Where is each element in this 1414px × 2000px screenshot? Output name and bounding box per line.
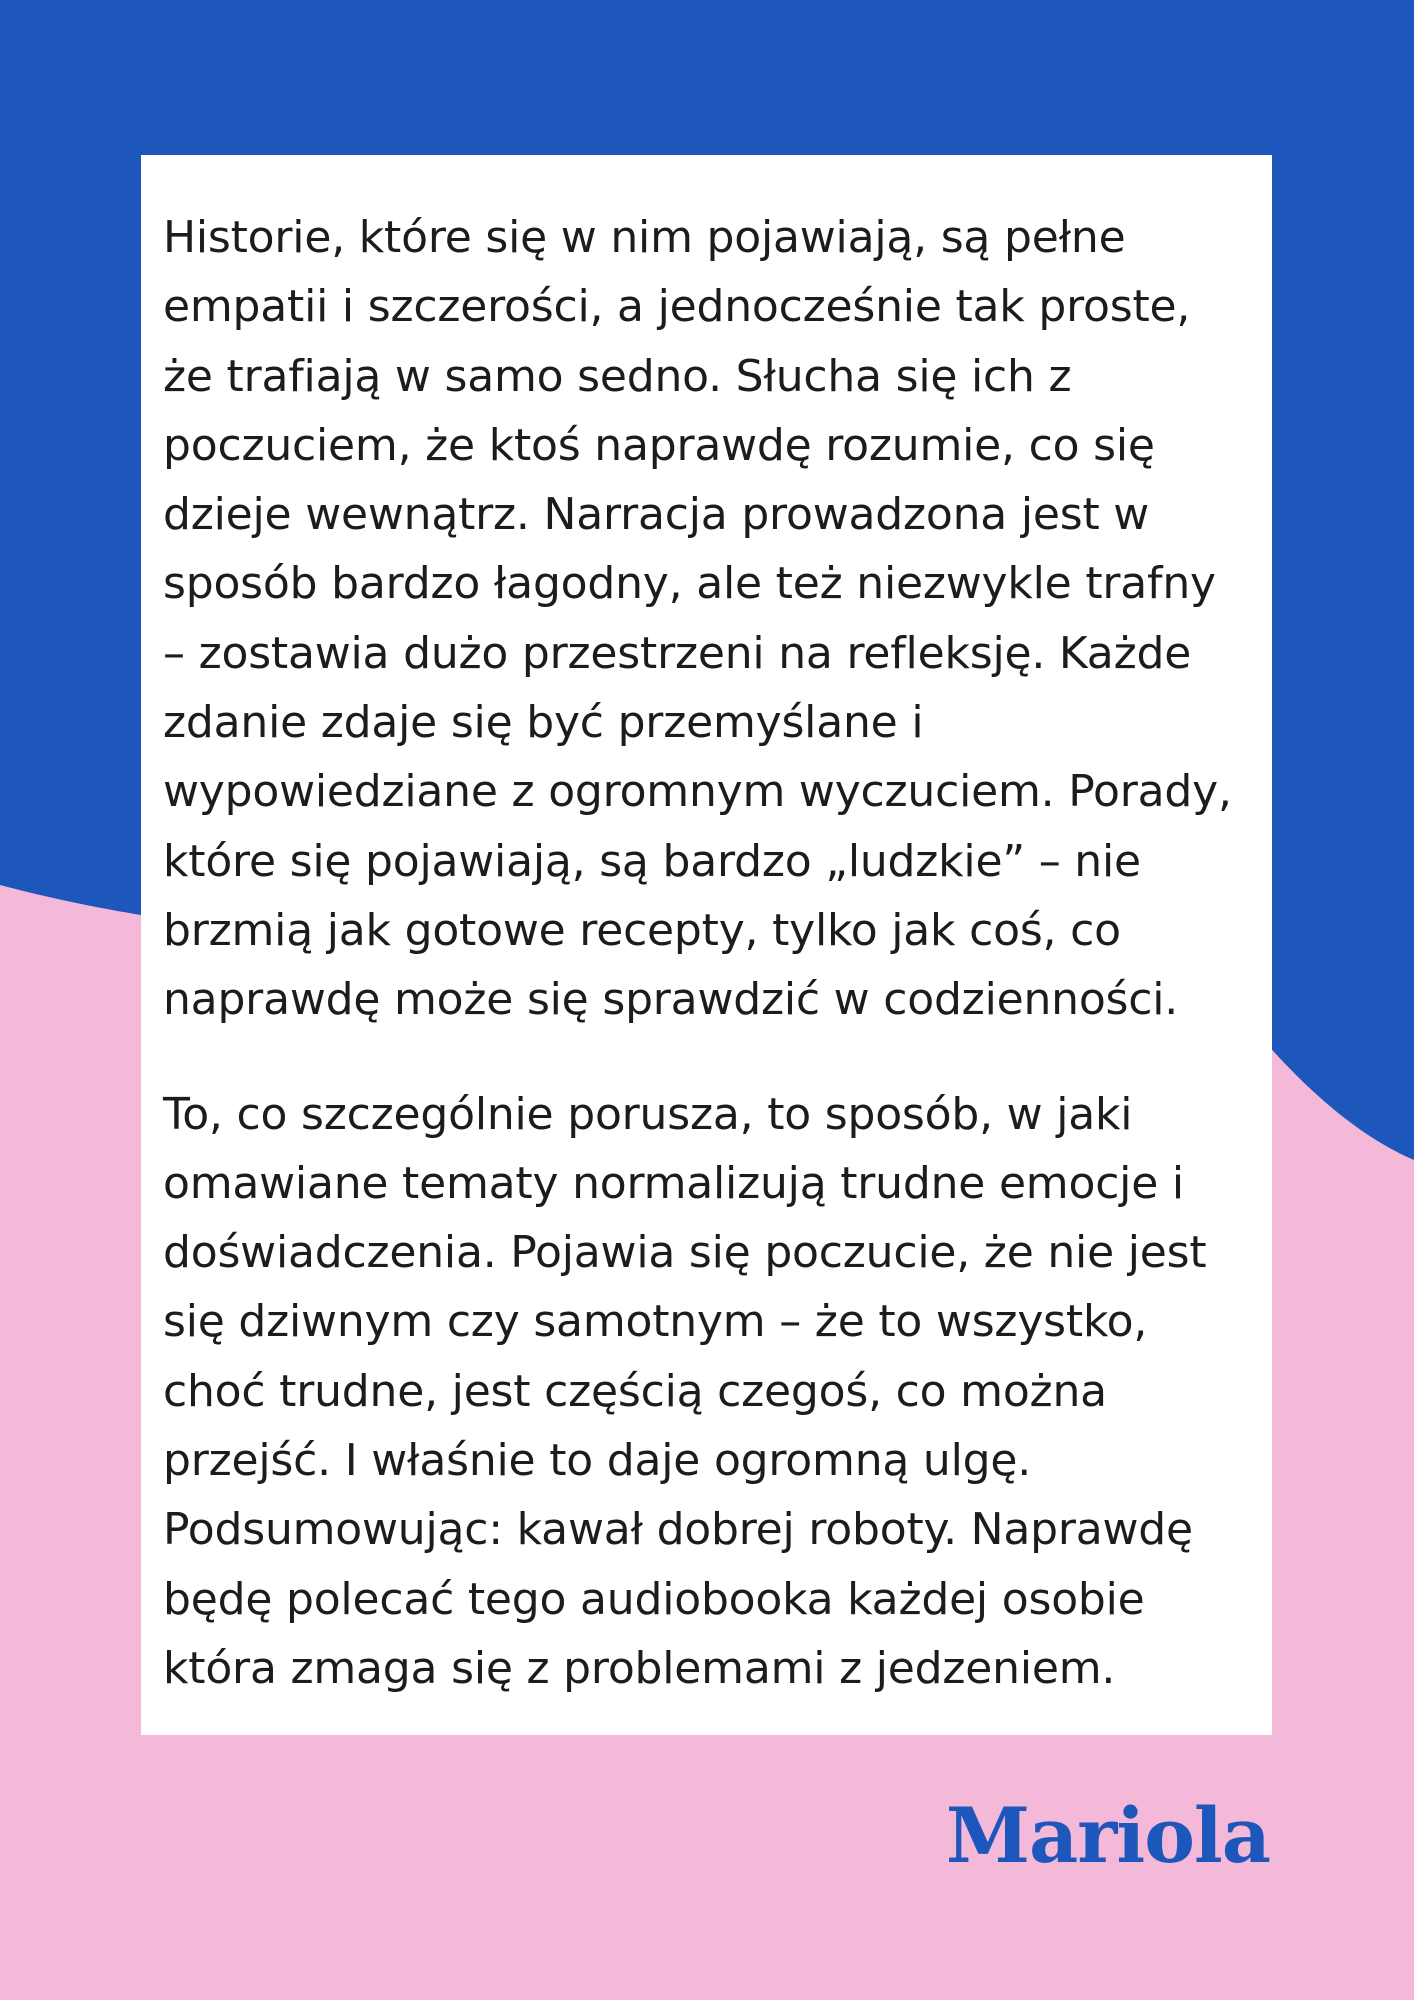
author-signature: Mariola (945, 1791, 1270, 1880)
review-paragraph-1: Historie, które się w nim pojawiają, są pełne empatii i szczerości, a jednocześnie tak proste, że trafiają w samo sedno. Słucha się ich z poczuciem, że ktoś naprawdę rozumie, co się dzieje wewnątrz. Narracja prowadzona jest w sposób bardzo łagodny, ale też niezwykle trafny – zostawia dużo przestrzeni na refleksję. Każde zdanie zdaje się być przemyślane i wypowiedziane z ogromnym wyczuciem. Porady, które się pojawiają, są bardzo „ludzkie” – nie brzmią jak gotowe recepty, tylko jak coś, co naprawdę może się sprawdzić w codzienności. (163, 212, 1232, 1026)
review-card (141, 155, 1272, 1735)
review-paragraph-2: To, co szczególnie porusza, to sposób, w jaki omawiane tematy normalizują trudne emocje i doświadczenia. Pojawia się poczucie, że nie jest się dziwnym czy samotnym – że to wszystko, choć trudne, jest częścią czegoś, co można przejść. I właśnie to daje ogromną ulgę. Podsumowując: kawał dobrej roboty. Naprawdę będę polecać tego audiobooka każdej osobie która zmaga się z problemami z jedzeniem. (163, 1088, 1207, 1694)
